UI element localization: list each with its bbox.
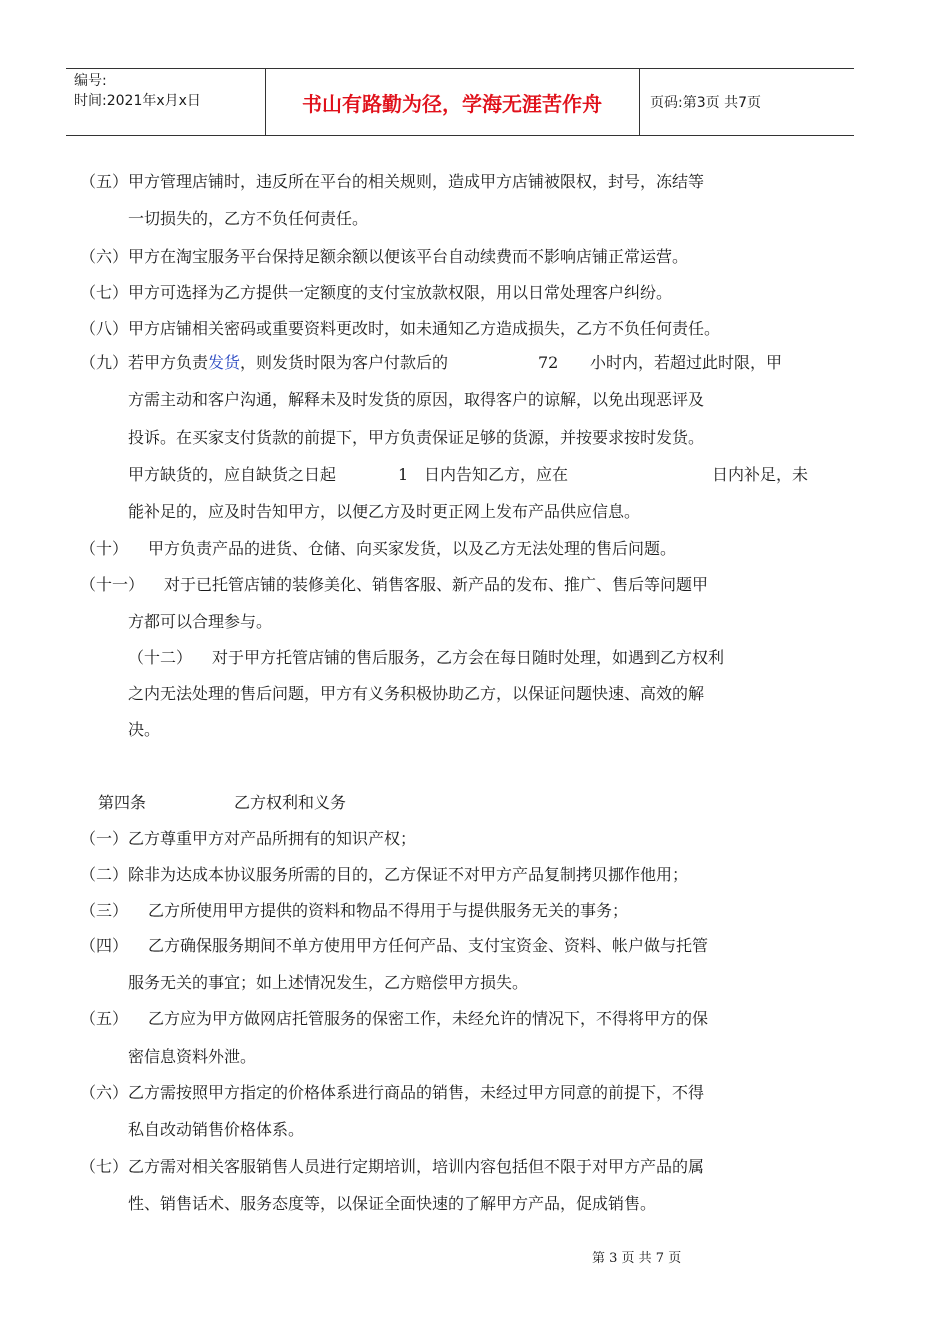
clause-number: （五）	[80, 1009, 129, 1028]
clause-line: （二）除非为达成本协议服务所需的目的，乙方保证不对甲方产品复制拷贝挪作他用；	[80, 865, 689, 884]
clause-number: （十二）	[128, 648, 193, 667]
clause-line: 一切损失的，乙方不负任何责任。	[128, 209, 369, 228]
clause-number: （四）	[80, 936, 129, 955]
clause-line: 服务无关的事宜；如上述情况发生，乙方赔偿甲方损失。	[128, 973, 529, 992]
article-title: 乙方权利和义务	[234, 793, 347, 812]
clause-line: 决。	[128, 720, 161, 739]
clause-line: 方需主动和客户沟通，解释未及时发货的原因，取得客户的谅解，以免出现恶评及	[128, 390, 705, 409]
document-code-label: 编号:	[74, 73, 107, 89]
clause-line: 方都可以合理参与。	[128, 612, 273, 631]
clause-text: （九）若甲方负责	[80, 353, 209, 372]
hours-value: 72	[538, 353, 559, 372]
clause-line: （六）甲方在淘宝服务平台保持足额余额以便该平台自动续费而不影响店铺正常运营。	[80, 247, 689, 266]
clause-line: 能补足的，应及时告知甲方，以便乙方及时更正网上发布产品供应信息。	[128, 502, 641, 521]
clause-line: 对于已托管店铺的装修美化、销售客服、新产品的发布、推广、售后等问题甲	[164, 575, 709, 594]
clause-line: 乙方所使用甲方提供的资料和物品不得用于与提供服务无关的事务；	[148, 901, 629, 920]
clause-line: 私自改动销售价格体系。	[128, 1120, 305, 1139]
clause-number: （三）	[80, 901, 129, 920]
clause-number: （十）	[80, 539, 129, 558]
clause-text: 甲方缺货的，应自缺货之日起	[128, 465, 337, 484]
header-divider	[639, 69, 640, 135]
header-page-number: 页码:第3页 共7页	[650, 95, 761, 111]
clause-line: 对于甲方托管店铺的售后服务，乙方会在每日随时处理，如遇到乙方权利	[212, 648, 725, 667]
header-meta	[74, 71, 264, 111]
clause-line	[80, 351, 448, 375]
page-header	[66, 68, 854, 136]
clause-number: （十一）	[80, 575, 145, 594]
clause-line: 投诉。在买家支付货款的前提下，甲方负责保证足够的货源，并按要求按时发货。	[128, 428, 705, 447]
clause-line: 乙方确保服务期间不单方使用甲方任何产品、支付宝资金、资料、帐户做与托管	[148, 936, 709, 955]
article-number: 第四条	[98, 793, 147, 812]
clause-line: 密信息资料外泄。	[128, 1047, 257, 1066]
clause-line: 乙方应为甲方做网店托管服务的保密工作，未经允许的情况下，不得将甲方的保	[148, 1009, 709, 1028]
clause-line: 之内无法处理的售后问题，甲方有义务积极协助乙方，以保证问题快速、高效的解	[128, 684, 705, 703]
clause-text: ，则发货时限为客户付款后的	[240, 353, 449, 372]
clause-line: （七）乙方需对相关客服销售人员进行定期培训，培训内容包括但不限于对甲方产品的属	[80, 1157, 705, 1176]
clause-line: （八）甲方店铺相关密码或重要资料更改时，如未通知乙方造成损失，乙方不负任何责任。	[80, 319, 721, 338]
clause-text: 日内告知乙方，应在	[424, 465, 569, 484]
clause-line: 甲方负责产品的进货、仓储、向买家发货，以及乙方无法处理的售后问题。	[148, 539, 677, 558]
clause-text: 小时内，若超过此时限，甲	[590, 353, 783, 372]
header-motto: 书山有路勤为径，学海无涯苦作舟	[302, 91, 602, 116]
clause-line: 性、销售话术、服务态度等，以保证全面快速的了解甲方产品，促成销售。	[128, 1194, 657, 1213]
clause-line: （一）乙方尊重甲方对产品所拥有的知识产权；	[80, 829, 417, 848]
days-value: 1	[398, 465, 409, 484]
shipping-link[interactable]: 发货	[208, 353, 241, 372]
clause-text: 日内补足，未	[712, 465, 809, 484]
clause-line: （五）甲方管理店铺时，违反所在平台的相关规则，造成甲方店铺被限权，封号，冻结等	[80, 172, 705, 191]
document-time-label: 时间:2021年x月x日	[74, 93, 201, 109]
clause-line: （六）乙方需按照甲方指定的价格体系进行商品的销售，未经过甲方同意的前提下，不得	[80, 1083, 705, 1102]
clause-line: （七）甲方可选择为乙方提供一定额度的支付宝放款权限，用以日常处理客户纠纷。	[80, 283, 673, 302]
page-footer: 第 3 页 共 7 页	[592, 1251, 682, 1266]
